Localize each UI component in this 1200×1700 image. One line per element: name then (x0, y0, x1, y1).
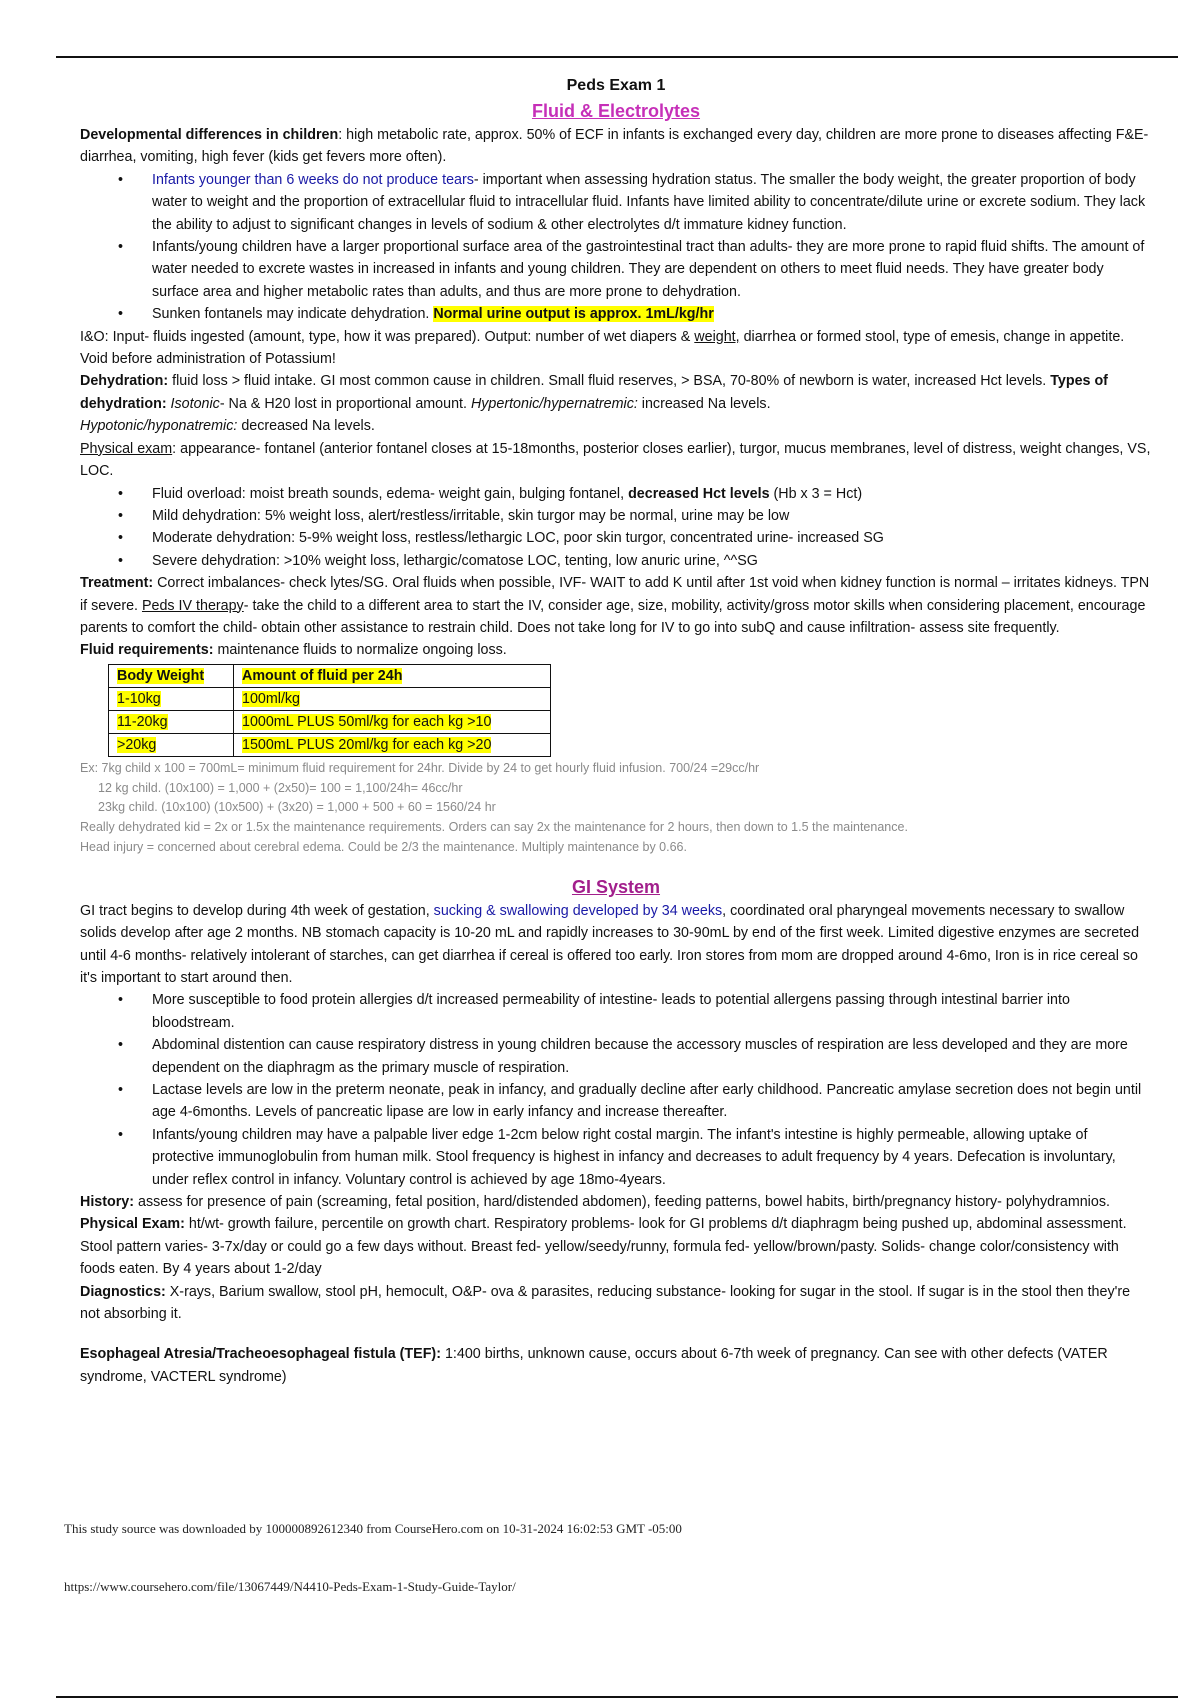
peds-iv-label: Peds IV therapy (141, 597, 244, 614)
list-item (152, 1034, 1152, 1079)
dehydration-levels-list (80, 483, 1152, 573)
hypertonic-text: increased Na levels. (637, 395, 771, 412)
table-row (109, 733, 551, 756)
diagnostics-text: X-rays, Barium swallow, stool pH, hemocult, O&P- ova & parasites, reducing substance- looking for sugar in the stool. If sugar is in the stool then they're not absorbing it. (80, 1283, 1131, 1323)
developmental-label: Developmental differences in children (80, 127, 339, 143)
isotonic-text: - Na & H20 lost in proportional amount. (219, 395, 471, 412)
list-item (152, 505, 1152, 527)
example-line: 12 kg child. (10x100) = 1,000 + (2x50)= 100 = 1,100/24h= 46cc/hr (98, 780, 463, 795)
physical-exam-text: : appearance- fontanel (anterior fontanel closes at 15-18months, posterior closes earlier), turgor, mucus membranes, level of distress, weight changes, VS, LOC. (80, 440, 1151, 480)
io-text-b: diarrhea or formed stool, type of emesis, change in appetite. Void before administration of Potassium! (80, 328, 1125, 368)
bottom-rule (56, 1696, 1178, 1698)
list-item (152, 550, 1152, 572)
hypotonic-label: Hypotonic/hyponatremic: (80, 418, 238, 435)
hypertonic-label: Hypertonic/hypernatremic: (470, 395, 638, 412)
table-row (109, 710, 551, 733)
allergy-text: More susceptible to food protein allergies d/t increased permeability of intestine- leads to potential allergens passing through intestinal barrier into bloodstream. (152, 992, 1070, 1031)
table-cell (109, 733, 234, 756)
fluid-requirements-paragraph (80, 639, 1152, 661)
mild-dehydration: Mild dehydration: 5% weight loss, alert/restless/irritable, skin turgor may be normal, urine may be low (152, 507, 790, 524)
list-item (152, 1079, 1152, 1124)
fluid-requirements-label: Fluid requirements: (80, 642, 214, 659)
cell-amount: 1000mL PLUS 50ml/kg for each kg >10 (242, 713, 492, 730)
tef-paragraph (80, 1343, 1152, 1388)
example-line: 23kg child. (10x100) (10x500) + (3x20) = 1,000 + 500 + 60 = 1560/24 hr (98, 800, 496, 815)
cell-weight: 11-20kg (117, 713, 168, 730)
cell-amount: 100ml/kg (242, 690, 301, 707)
fluid-requirements-text: maintenance fluids to normalize ongoing loss. (213, 642, 507, 659)
table-cell (234, 710, 551, 733)
gi-physical-exam-text: ht/wt- growth failure, percentile on growth chart. Respiratory problems- look for GI problems d/t diaphragm being pushed up, abdominal assessment. Stool pattern varies- 3-7x/day or could go a few days without. Breast fed- yellow/seedy/runny, formula fed- yellow/brown/pasty. Solids- change color/consistency with foods eaten. By 4 years about 1-2/day (80, 1216, 1127, 1278)
table-cell (234, 687, 551, 710)
io-text-a: I&O: Input- fluids ingested (amount, type, how it was prepared). Output: number of wet diapers & (80, 328, 695, 345)
gi-physical-exam-paragraph (80, 1213, 1152, 1280)
dehydration-text: fluid loss > fluid intake. GI most common cause in children. Small fluid reserves, > BSA, 70-80% of newborn is water, increased Hct levels. (168, 373, 1051, 390)
io-underlined: weight, (694, 328, 740, 345)
document-body (80, 74, 1152, 1388)
hct-formula: (Hb x 3 = Hct) (769, 485, 863, 502)
header-body-weight: Body Weight (117, 667, 205, 684)
example-line: Head injury = concerned about cerebral edema. Could be 2/3 the maintenance. Multiply maintenance by 0.66. (80, 839, 687, 854)
list-item (152, 169, 1152, 236)
example-line: Ex: 7kg child x 100 = 700mL= minimum fluid requirement for 24hr. Divide by 24 to get hourly fluid infusion. 700/24 =29cc/hr (80, 760, 760, 775)
fluid-electrolytes-heading: Fluid & Electrolytes (531, 101, 701, 121)
gi-system-heading: GI System (571, 876, 661, 897)
tears-note-text: - important when assessing hydration status. The smaller the body weight, the greater proportion of body water to weight and the proportion of extracellular fluid to intracellular fluid. Infants have limited ability to concentrate/dilute urine or excrete sodium. They lack the ability to adjust to significant changes in levels of sodium & other electrolytes d/t immature kidney function. (152, 171, 1146, 233)
physical-exam-paragraph (80, 438, 1152, 483)
list-item (152, 236, 1152, 303)
liver-edge-text: Infants/young children may have a palpable liver edge 1-2cm below right costal margin. The infant's intestine is highly permeable, allowing uptake of protective immunoglobulin from human milk. Stool frequency is highest in infancy and decreases to adult frequency by 4 years. Defecation is involuntary, under reflex control in infancy. Voluntary control is achieved by age 18mo-4years. (152, 1126, 1116, 1188)
gi-intro-text-a: GI tract begins to develop during 4th week of gestation, (80, 902, 434, 919)
dehydration-paragraph (80, 370, 1152, 437)
hct-bold: decreased Hct levels (628, 485, 770, 502)
hypotonic-text: decreased Na levels. (237, 418, 375, 435)
distention-text: Abdominal distention can cause respiratory distress in young children because the accessory muscles of respiration are less developed and they are more dependent on the diaphragm as the primary muscle of respiration. (152, 1037, 1128, 1076)
tears-note: Infants younger than 6 weeks do not produce tears (152, 171, 474, 188)
severe-dehydration: Severe dehydration: >10% weight loss, lethargic/comatose LOC, tenting, low anuric urine, ^^SG (152, 552, 758, 569)
list-item (152, 527, 1152, 549)
treatment-paragraph (80, 572, 1152, 639)
history-text: assess for presence of pain (screaming, fetal position, hard/distended abdomen), feeding patterns, bowel habits, birth/pregnancy history- polyhydramnios. (134, 1194, 1110, 1211)
download-notice: This study source was downloaded by 100000892612340 from CourseHero.com on 10-31-2024 16:02:53 GMT -05:00 (64, 1521, 682, 1536)
physical-exam-label: Physical exam (80, 440, 173, 457)
gi-physical-exam-label: Physical Exam: (80, 1216, 185, 1233)
list-item (152, 1124, 1152, 1191)
history-paragraph (80, 1191, 1152, 1213)
history-label: History: (80, 1194, 135, 1211)
gi-intro-paragraph (80, 900, 1152, 990)
example-line: Really dehydrated kid = 2x or 1.5x the maintenance requirements. Orders can say 2x the maintenance for 2 hours, then down to 1.5 the maintenance. (80, 820, 908, 835)
diagnostics-label: Diagnostics: (80, 1283, 166, 1300)
sucking-swallowing-note: sucking & swallowing developed by 34 weeks (433, 902, 723, 919)
cell-weight: >20kg (117, 736, 157, 753)
treatment-label: Treatment: (80, 575, 154, 592)
table-cell (109, 710, 234, 733)
dehydration-label: Dehydration: (80, 373, 169, 390)
table-header-cell (234, 664, 551, 687)
list-item (152, 989, 1152, 1034)
page-title: Peds Exam 1 (566, 77, 666, 94)
spacer (80, 1325, 1152, 1343)
developmental-text: : high metabolic rate, approx. 50% of ECF in infants is exchanged every day, children are more prone to diseases affecting F&E- diarrhea, vomiting, high fever (kids get fevers more often). (80, 127, 1149, 166)
fluid-requirements-table (108, 664, 551, 757)
fe-bullet-list (80, 169, 1152, 326)
table-cell (234, 733, 551, 756)
urine-output-highlight: Normal urine output is approx. 1mL/kg/hr (433, 306, 714, 323)
treatment-text-b: - take the child to a different area to start the IV, consider age, size, mobility, activity/gross motor skills when considering placement, encourage parents to comfort the child- obtain other assistance to restrain child. Does not take long for IV to go into subQ and cause infiltration- assess site frequently. (80, 597, 1146, 636)
table-cell (109, 687, 234, 710)
moderate-dehydration: Moderate dehydration: 5-9% weight loss, restless/lethargic LOC, poor skin turgor, concentrated urine- increased SG (152, 530, 884, 547)
gi-intro-text-b: , coordinated oral pharyngeal movements necessary to swallow solids develop after age 2 months. NB stomach capacity is 10-20 mL and rapidly increases to 30-90mL by end of the first week. Limited digestive enzymes are secreted until 4-6 months- relatively intolerant of starches, can get diarrhea if cereal is offered too early. Iron stores from mom are dropped around 4-6mo, Iron is in rice cereal so it's important to start around then. (80, 902, 1140, 986)
treatment-text-a: Correct imbalances- check lytes/SG. Oral fluids when possible, IVF- WAIT to add K until after 1st void when kidney function is normal – irritates kidneys. TPN if severe. (80, 575, 1150, 614)
io-paragraph (80, 326, 1152, 371)
list-item (152, 483, 1152, 505)
header-amount: Amount of fluid per 24h (242, 667, 403, 684)
fontanel-text: Sunken fontanels may indicate dehydration. (152, 306, 434, 323)
table-header-cell (109, 664, 234, 687)
list-item (152, 303, 1152, 325)
table-row (109, 687, 551, 710)
gi-bullet-list (80, 989, 1152, 1191)
isotonic-label: Isotonic (166, 395, 220, 412)
tef-label: Esophageal Atresia/Tracheoesophageal fistula (TEF): (80, 1346, 441, 1363)
table-header-row (109, 664, 551, 687)
fluid-overload-text: Fluid overload: moist breath sounds, edema- weight gain, bulging fontanel, (152, 485, 629, 502)
diagnostics-paragraph (80, 1281, 1152, 1326)
cell-weight: 1-10kg (117, 690, 161, 707)
developmental-differences-paragraph (80, 124, 1152, 169)
gi-surface-text: Infants/young children have a larger proportional surface area of the gastrointestinal tract than adults- they are more prone to rapid fluid shifts. The amount of water needed to excrete wastes in increased in infants and young children. They are dependent on others to meet fluid needs. They have greater body surface area and higher metabolic rates than adults, and thus are more prone to dehydration. (152, 239, 1145, 300)
source-url: https://www.coursehero.com/file/13067449/N4410-Peds-Exam-1-Study-Guide-Taylor/ (64, 1579, 516, 1594)
types-label: Types of dehydration: (80, 373, 1108, 412)
lactase-text: Lactase levels are low in the preterm neonate, peak in infancy, and gradually decline after early childhood. Pancreatic amylase secretion does not begin until age 4-6months. Levels of pancreatic lipase are low in early infancy and increase thereafter. (152, 1081, 1142, 1121)
top-rule (56, 56, 1178, 58)
cell-amount: 1500mL PLUS 20ml/kg for each kg >20 (242, 736, 492, 753)
tef-text: 1:400 births, unknown cause, occurs about 6-7th week of pregnancy. Can see with other defects (VATER syndrome, VACTERL syndrome) (80, 1346, 1108, 1385)
